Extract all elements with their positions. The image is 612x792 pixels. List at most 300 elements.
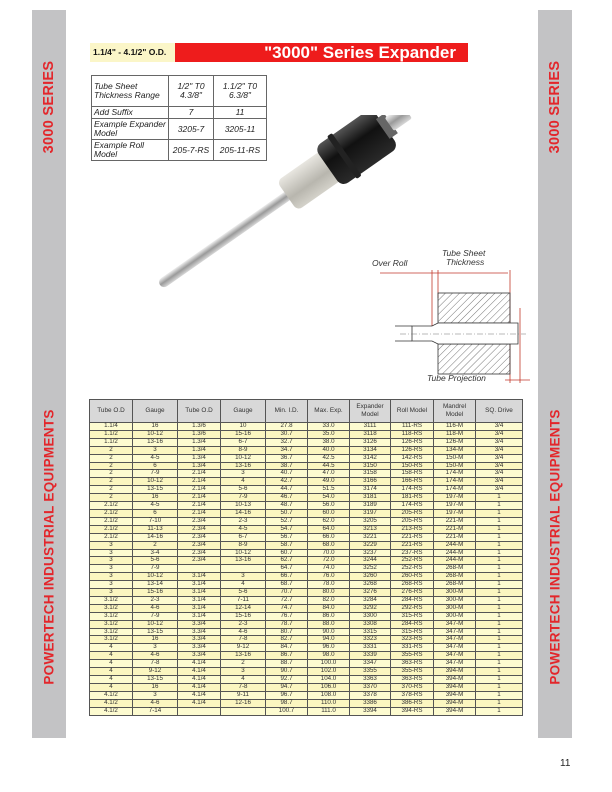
- table-cell: 48.7: [266, 502, 308, 510]
- table-cell: 2: [90, 486, 133, 494]
- table-cell: 142-RS: [391, 454, 434, 462]
- table-cell: 4: [90, 644, 133, 652]
- table-cell: 7-9: [133, 612, 178, 620]
- table-cell: 2-3: [221, 620, 266, 628]
- table-cell: 394-M: [434, 676, 476, 684]
- table-cell: 2: [221, 660, 266, 668]
- table-cell: 158-RS: [391, 470, 434, 478]
- table-cell: 4-5: [221, 525, 266, 533]
- table-cell: 3.3/4: [178, 636, 221, 644]
- series-side-label: 3000 SERIES: [547, 60, 563, 154]
- table-cell: 3386: [350, 699, 391, 707]
- company-side-label: POWERTECH INDUSTRIAL EQUIPMENTS: [547, 409, 563, 685]
- table-cell: 394-M: [434, 683, 476, 691]
- table-cell: 3/4: [476, 423, 523, 431]
- table-cell: 323-RS: [391, 636, 434, 644]
- table-cell: 34.7: [266, 446, 308, 454]
- table-row: [90, 446, 523, 454]
- table-cell: 9-11: [221, 691, 266, 699]
- table-cell: 94.7: [266, 683, 308, 691]
- table-cell: 355-RS: [391, 652, 434, 660]
- col-header: Gauge: [133, 400, 178, 423]
- table-cell: 1.1/2: [90, 438, 133, 446]
- table-cell: 244-M: [434, 557, 476, 565]
- table-cell: 3/4: [476, 430, 523, 438]
- table-cell: 3/4: [476, 454, 523, 462]
- table-cell: 284-RS: [391, 620, 434, 628]
- spec-value: 7: [169, 107, 214, 119]
- table-cell: [178, 707, 221, 715]
- table-cell: 2.3/4: [178, 541, 221, 549]
- table-cell: 12-16: [221, 699, 266, 707]
- table-cell: 3.1/4: [178, 581, 221, 589]
- table-cell: 10: [221, 423, 266, 431]
- table-cell: 38.0: [308, 438, 350, 446]
- table-cell: 76.7: [266, 612, 308, 620]
- table-cell: 2: [133, 541, 178, 549]
- table-cell: 6-7: [221, 438, 266, 446]
- table-cell: 98.7: [266, 699, 308, 707]
- page-number: 11: [560, 758, 571, 769]
- table-cell: 2.3/4: [178, 533, 221, 541]
- table-cell: 363-RS: [391, 660, 434, 668]
- table-cell: 4.1/4: [178, 683, 221, 691]
- table-cell: 88.7: [266, 660, 308, 668]
- table-cell: 3205: [350, 517, 391, 525]
- table-cell: 3126: [350, 438, 391, 446]
- table-cell: 10-12: [133, 573, 178, 581]
- table-cell: 64.7: [266, 565, 308, 573]
- col-header: Mandrel Model: [434, 400, 476, 423]
- table-cell: 106.0: [308, 683, 350, 691]
- table-cell: 3363: [350, 676, 391, 684]
- table-cell: 2.1/2: [90, 502, 133, 510]
- table-cell: 3347: [350, 660, 391, 668]
- table-cell: 3134: [350, 446, 391, 454]
- table-cell: 60.7: [266, 549, 308, 557]
- table-cell: 394-M: [434, 691, 476, 699]
- table-cell: 4.1/2: [90, 707, 133, 715]
- table-cell: 1: [476, 541, 523, 549]
- table-cell: 166-RS: [391, 478, 434, 486]
- table-cell: 50.7: [266, 509, 308, 517]
- table-cell: 66.0: [308, 533, 350, 541]
- table-cell: 6-7: [221, 533, 266, 541]
- table-cell: 3: [221, 470, 266, 478]
- table-cell: 7-9: [133, 565, 178, 573]
- table-cell: 3.3/4: [178, 620, 221, 628]
- table-cell: 3315: [350, 628, 391, 636]
- table-cell: 1: [476, 636, 523, 644]
- table-cell: 3166: [350, 478, 391, 486]
- table-cell: 1: [476, 509, 523, 517]
- table-cell: 126-RS: [391, 446, 434, 454]
- table-cell: 13-16: [133, 438, 178, 446]
- table-cell: 1.3/4: [178, 446, 221, 454]
- col-header: Roll Model: [391, 400, 434, 423]
- table-cell: 252-RS: [391, 565, 434, 573]
- table-cell: 49.0: [308, 478, 350, 486]
- table-row: [90, 533, 523, 541]
- table-cell: 2.1/2: [90, 533, 133, 541]
- table-cell: 1: [476, 620, 523, 628]
- table-cell: 80.7: [266, 628, 308, 636]
- table-cell: 268-M: [434, 573, 476, 581]
- table-cell: 3: [133, 691, 178, 699]
- table-cell: 35.0: [308, 430, 350, 438]
- table-cell: 92.7: [266, 676, 308, 684]
- table-cell: 4.1/4: [178, 660, 221, 668]
- table-cell: 394-M: [434, 707, 476, 715]
- table-cell: 205-RS: [391, 509, 434, 517]
- table-cell: 9-12: [133, 668, 178, 676]
- table-cell: 174-RS: [391, 502, 434, 510]
- table-cell: 46.7: [266, 494, 308, 502]
- table-cell: 126-RS: [391, 438, 434, 446]
- table-cell: [221, 707, 266, 715]
- table-cell: 3252: [350, 565, 391, 573]
- table-cell: 1: [476, 676, 523, 684]
- expander-data-table: [89, 399, 523, 716]
- table-cell: 1.1/2: [90, 430, 133, 438]
- table-cell: 14-16: [221, 509, 266, 517]
- table-cell: 1.3/4: [178, 454, 221, 462]
- table-cell: 3339: [350, 652, 391, 660]
- table-cell: 221-M: [434, 525, 476, 533]
- table-cell: 3: [133, 446, 178, 454]
- table-cell: 36.7: [266, 454, 308, 462]
- table-cell: 347-M: [434, 636, 476, 644]
- table-cell: 4.1/4: [178, 691, 221, 699]
- table-cell: 2.3/4: [178, 525, 221, 533]
- table-cell: 7-9: [221, 494, 266, 502]
- table-cell: 4: [90, 668, 133, 676]
- tube-section-drawing: [370, 248, 530, 383]
- table-cell: 82.7: [266, 636, 308, 644]
- table-cell: 3.1/4: [178, 596, 221, 604]
- table-row: [90, 699, 523, 707]
- table-cell: 3158: [350, 470, 391, 478]
- table-cell: 300-M: [434, 589, 476, 597]
- table-cell: 16: [133, 423, 178, 431]
- table-body: [90, 423, 523, 716]
- table-header-row: [90, 400, 523, 423]
- table-cell: 66.7: [266, 573, 308, 581]
- table-cell: 2: [90, 454, 133, 462]
- table-cell: 108.0: [308, 691, 350, 699]
- table-cell: 13-14: [133, 581, 178, 589]
- table-cell: 4-5: [133, 454, 178, 462]
- table-cell: 3: [90, 549, 133, 557]
- table-cell: 1.3/4: [178, 462, 221, 470]
- table-cell: 1: [476, 644, 523, 652]
- table-cell: 1.3/4: [178, 438, 221, 446]
- table-cell: 1: [476, 707, 523, 715]
- table-cell: 2-3: [133, 596, 178, 604]
- table-cell: 347-M: [434, 620, 476, 628]
- table-cell: 1.3/6: [178, 423, 221, 431]
- table-cell: 27.8: [266, 423, 308, 431]
- table-cell: 78.0: [308, 581, 350, 589]
- table-cell: 84.0: [308, 604, 350, 612]
- table-cell: 181-RS: [391, 494, 434, 502]
- table-cell: 2.3/4: [178, 557, 221, 565]
- table-cell: 13-15: [133, 676, 178, 684]
- table-cell: 3111: [350, 423, 391, 431]
- table-cell: 347-M: [434, 644, 476, 652]
- table-cell: 4: [221, 676, 266, 684]
- table-cell: 32.7: [266, 438, 308, 446]
- table-cell: 355-RS: [391, 668, 434, 676]
- table-cell: 3.1/4: [178, 573, 221, 581]
- table-cell: 221-M: [434, 533, 476, 541]
- table-row: [90, 454, 523, 462]
- table-cell: 3378: [350, 691, 391, 699]
- table-cell: 3142: [350, 454, 391, 462]
- table-cell: 100.0: [308, 660, 350, 668]
- table-cell: 7-14: [133, 707, 178, 715]
- spec-value: 1.1/2" T0 6.3/8": [214, 76, 267, 107]
- table-cell: 3.1/2: [90, 604, 133, 612]
- table-cell: 96.7: [266, 691, 308, 699]
- table-cell: 86.7: [266, 652, 308, 660]
- table-cell: 347-M: [434, 628, 476, 636]
- over-roll-label: Over Roll: [372, 258, 408, 268]
- table-cell: 12-14: [221, 604, 266, 612]
- table-cell: 3229: [350, 541, 391, 549]
- right-side-bar: [538, 10, 572, 738]
- page-title: "3000" Series Expander: [175, 43, 468, 62]
- table-cell: 3221: [350, 533, 391, 541]
- table-cell: 102.0: [308, 668, 350, 676]
- table-cell: 7-11: [221, 596, 266, 604]
- table-cell: 197-M: [434, 494, 476, 502]
- table-cell: 394-M: [434, 668, 476, 676]
- table-cell: 268-M: [434, 565, 476, 573]
- table-cell: 244-M: [434, 541, 476, 549]
- table-cell: 42.7: [266, 478, 308, 486]
- table-cell: 118-RS: [391, 430, 434, 438]
- table-cell: 54.0: [308, 494, 350, 502]
- table-cell: 2.3/4: [178, 517, 221, 525]
- table-cell: 5-6: [133, 557, 178, 565]
- table-cell: 72.7: [266, 596, 308, 604]
- spec-label: Tube Sheet Thickness Range: [92, 76, 169, 107]
- table-row: [90, 707, 523, 715]
- table-cell: 4-6: [133, 604, 178, 612]
- table-cell: 51.5: [308, 486, 350, 494]
- table-cell: 4: [90, 660, 133, 668]
- table-cell: 347-M: [434, 652, 476, 660]
- spec-row: [92, 76, 267, 107]
- table-cell: 1: [476, 573, 523, 581]
- table-cell: 2.1/2: [90, 509, 133, 517]
- table-cell: 3: [90, 589, 133, 597]
- table-cell: 268-RS: [391, 581, 434, 589]
- table-cell: 5-6: [221, 486, 266, 494]
- table-cell: 111.0: [308, 707, 350, 715]
- table-cell: 15-16: [221, 612, 266, 620]
- spec-value: 11: [214, 107, 267, 119]
- table-cell: 96.0: [308, 644, 350, 652]
- table-cell: 3/4: [476, 462, 523, 470]
- tube-projection-label: Tube Projection: [427, 373, 486, 383]
- table-cell: 62.7: [266, 557, 308, 565]
- tube-diagram: [370, 248, 530, 383]
- table-cell: 315-RS: [391, 612, 434, 620]
- table-cell: 3181: [350, 494, 391, 502]
- table-cell: 1: [476, 596, 523, 604]
- table-cell: 126-M: [434, 438, 476, 446]
- table-cell: 300-M: [434, 604, 476, 612]
- table-cell: 3.1/2: [90, 596, 133, 604]
- table-cell: 1: [476, 494, 523, 502]
- table-cell: 3308: [350, 620, 391, 628]
- col-header: Tube O.D: [90, 400, 133, 423]
- table-cell: 62.0: [308, 517, 350, 525]
- table-cell: 4: [90, 683, 133, 691]
- table-cell: 300-M: [434, 596, 476, 604]
- table-cell: 363-RS: [391, 676, 434, 684]
- table-cell: 284-RS: [391, 596, 434, 604]
- company-side-label: POWERTECH INDUSTRIAL EQUIPMENTS: [41, 409, 57, 685]
- table-cell: 3/4: [476, 486, 523, 494]
- table-cell: 3237: [350, 549, 391, 557]
- table-cell: 38.7: [266, 462, 308, 470]
- table-cell: 260-RS: [391, 573, 434, 581]
- table-cell: 90.7: [266, 668, 308, 676]
- table-cell: 56.0: [308, 502, 350, 510]
- table-cell: 1: [476, 565, 523, 573]
- table-cell: 16: [133, 683, 178, 691]
- table-cell: 86.0: [308, 612, 350, 620]
- table-cell: 5-6: [221, 589, 266, 597]
- table-cell: 1: [476, 581, 523, 589]
- table-cell: 3213: [350, 525, 391, 533]
- table-cell: 4.1/2: [90, 691, 133, 699]
- table-cell: 174-M: [434, 486, 476, 494]
- table-cell: 174-RS: [391, 486, 434, 494]
- table-cell: 1: [476, 502, 523, 510]
- table-cell: 4.1/4: [178, 676, 221, 684]
- table-cell: 1: [476, 699, 523, 707]
- table-cell: 10-12: [221, 549, 266, 557]
- table-cell: 394-M: [434, 699, 476, 707]
- table-cell: 52.7: [266, 517, 308, 525]
- table-cell: 3189: [350, 502, 391, 510]
- table-cell: 205-RS: [391, 517, 434, 525]
- tube-sheet-thickness-label: Tube Sheet: [442, 248, 486, 258]
- table-cell: 3.1/2: [90, 612, 133, 620]
- table-cell: 3.1/2: [90, 636, 133, 644]
- table-cell: 3292: [350, 604, 391, 612]
- table-cell: 2: [90, 462, 133, 470]
- table-cell: 68.0: [308, 541, 350, 549]
- table-cell: 2: [90, 494, 133, 502]
- table-cell: 2: [90, 470, 133, 478]
- table-cell: 44.5: [308, 462, 350, 470]
- table-cell: 1: [476, 589, 523, 597]
- table-cell: 111-RS: [391, 423, 434, 431]
- table-cell: 1: [476, 525, 523, 533]
- spec-value: 205-7-RS: [169, 140, 214, 161]
- table-cell: 3268: [350, 581, 391, 589]
- table-cell: 1: [476, 683, 523, 691]
- table-cell: 3260: [350, 573, 391, 581]
- table-cell: 174-M: [434, 478, 476, 486]
- spec-value: 1/2" T0 4.3/8": [169, 76, 214, 107]
- table-cell: 3/4: [476, 478, 523, 486]
- table-cell: 8-9: [221, 446, 266, 454]
- tube-sheet-thickness-label-2: Thickness: [446, 257, 485, 267]
- table-cell: 1: [476, 652, 523, 660]
- col-header: Expander Model: [350, 400, 391, 423]
- table-cell: 3174: [350, 486, 391, 494]
- table-cell: 9-12: [221, 644, 266, 652]
- spec-label: Example Expander Model: [92, 119, 169, 140]
- table-cell: 78.7: [266, 620, 308, 628]
- table-cell: 10-12: [133, 620, 178, 628]
- table-cell: 2.1/4: [178, 509, 221, 517]
- od-range-label: 1.1/4" - 4.1/2" O.D.: [90, 43, 178, 62]
- table-cell: 74.7: [266, 604, 308, 612]
- table-cell: 2-3: [221, 517, 266, 525]
- table-cell: 3.1/4: [178, 604, 221, 612]
- table-cell: 1: [476, 533, 523, 541]
- table-cell: 4-6: [133, 699, 178, 707]
- table-cell: 4: [90, 652, 133, 660]
- table-cell: 7-10: [133, 517, 178, 525]
- table-cell: 84.7: [266, 644, 308, 652]
- table-cell: 150-M: [434, 462, 476, 470]
- table-cell: 3394: [350, 707, 391, 715]
- table-cell: 3: [90, 573, 133, 581]
- table-cell: 60.0: [308, 509, 350, 517]
- table-cell: 88.0: [308, 620, 350, 628]
- table-cell: 150-M: [434, 454, 476, 462]
- table-cell: 3.1/4: [178, 589, 221, 597]
- table-cell: 13-16: [221, 652, 266, 660]
- table-cell: 56.7: [266, 533, 308, 541]
- table-cell: 13-16: [221, 557, 266, 565]
- table-cell: 4-5: [133, 502, 178, 510]
- table-cell: 3: [133, 644, 178, 652]
- table-cell: 98.0: [308, 652, 350, 660]
- table-cell: 8-9: [221, 541, 266, 549]
- table-cell: 174-M: [434, 470, 476, 478]
- table-cell: 82.0: [308, 596, 350, 604]
- table-cell: 6: [133, 462, 178, 470]
- table-cell: 14-16: [133, 533, 178, 541]
- table-cell: 1: [476, 691, 523, 699]
- table-cell: 378-RS: [391, 691, 434, 699]
- spec-value: 205-11-RS: [214, 140, 267, 161]
- table-cell: 1: [476, 612, 523, 620]
- table-cell: 3276: [350, 589, 391, 597]
- table-cell: 3/4: [476, 470, 523, 478]
- table-cell: 110.0: [308, 699, 350, 707]
- table-cell: 104.0: [308, 676, 350, 684]
- table-cell: 3.1/2: [90, 620, 133, 628]
- table-cell: 292-RS: [391, 604, 434, 612]
- table-cell: 13-16: [221, 462, 266, 470]
- table-cell: 2: [90, 446, 133, 454]
- table-cell: 2.1/4: [178, 494, 221, 502]
- table-cell: 40.7: [266, 470, 308, 478]
- table-cell: 370-RS: [391, 683, 434, 691]
- table-cell: 2.1/4: [178, 502, 221, 510]
- table-cell: 58.7: [266, 541, 308, 549]
